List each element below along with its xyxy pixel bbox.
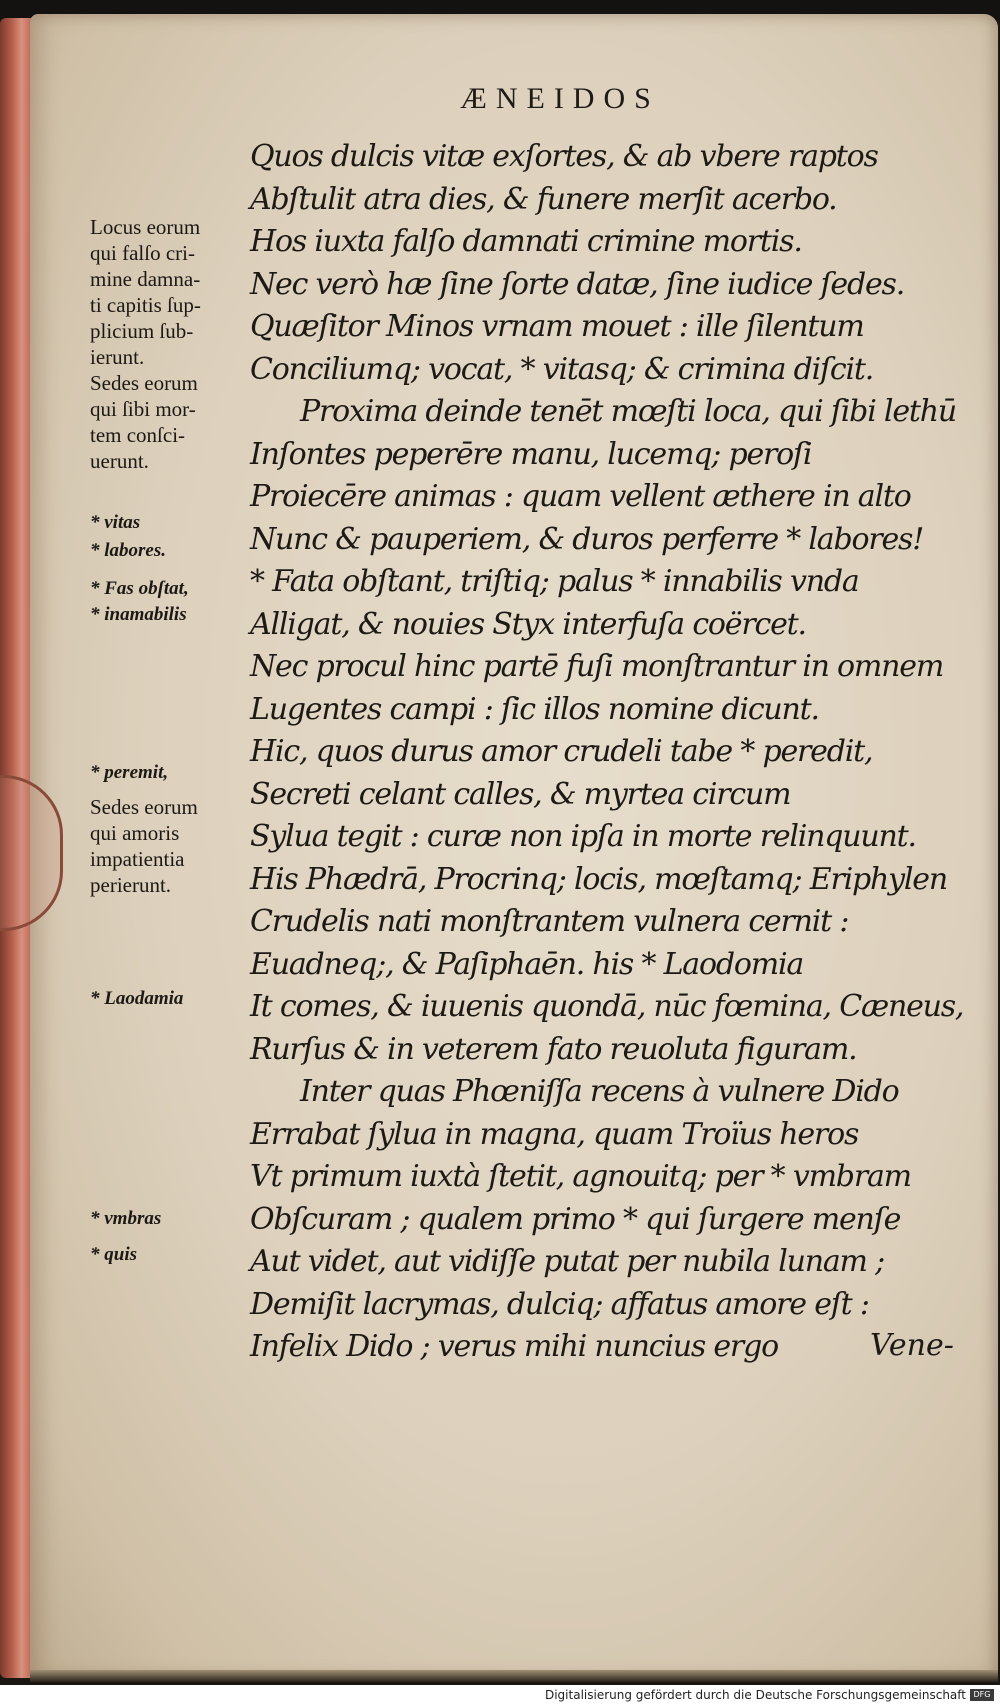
margin-gloss: * inamabilis <box>90 604 187 625</box>
margin-note-line: Sedes eorum <box>90 795 198 819</box>
verse-line: Nec verò hæ ſine ſorte datæ, ſine iudice ſedes. <box>250 266 905 302</box>
verse-line: Lugentes campi : ſic illos nomine dicunt. <box>250 691 819 727</box>
margin-note-line: perierunt. <box>90 873 172 897</box>
verse-line: Hos iuxta falſo damnati crimine mortis. <box>250 224 802 259</box>
verse-line: Rurſus & in veterem fato reuoluta figuram. <box>250 1031 857 1067</box>
margin-note <box>90 794 260 898</box>
verse-line: Demiſit lacrymas, dulciq; affatus amore eſt : <box>250 1286 869 1322</box>
margin-gloss: * quis <box>90 1244 137 1265</box>
verse-line: It comes, & iuuenis quondā, nūc fœmina, Cæneus, <box>250 989 964 1024</box>
margin-gloss: * Laodamia <box>90 988 184 1009</box>
margin-gloss: * vmbras <box>90 1208 162 1229</box>
verse-line: Errabat ſylua in magna, quam Troïus heros <box>250 1116 859 1152</box>
margin-note-line: tem conſci- <box>90 423 186 447</box>
margin-note-line: plicium ſub- <box>90 319 194 343</box>
margin-gloss: * vitas <box>90 512 141 533</box>
margin-gloss: * Fas obſtat, <box>90 578 189 599</box>
margin-note <box>90 214 260 370</box>
verse-text <box>250 136 970 1369</box>
margin-note <box>90 370 260 474</box>
verse-line: Abſtulit atra dies, & funere merſit acerbo. <box>250 181 837 217</box>
margin-note-line: ti capitis ſup- <box>90 293 201 317</box>
verse-line: Sylua tegit : curæ non ipſa in morte relinquunt. <box>250 819 916 854</box>
margin-gloss: * peremit, <box>90 762 169 783</box>
verse-line: Aut videt, aut vidiſſe putat per nubila lunam ; <box>250 1244 885 1279</box>
verse-line: Vt primum iuxtà ſtetit, agnouitq; per * vmbram <box>250 1159 911 1194</box>
verse-line: Conciliumq; vocat, * vitasq; & crimina diſcit. <box>250 351 874 387</box>
verse-line: Hic, quos durus amor crudeli tabe * peredit, <box>250 734 873 769</box>
running-head: ÆNEIDOS <box>460 82 660 115</box>
verse-line: Quæſitor Minos vrnam mouet : ille ſilentum <box>250 309 864 344</box>
verse-line: Alligat, & nouies Styx interfuſa coërcet. <box>250 606 806 642</box>
verse-line: Infelix Dido ; verus mihi nuncius ergo <box>250 1329 778 1364</box>
verse-line: Crudelis nati monſtrantem vulnera cernit : <box>250 904 849 939</box>
verse-line: Secreti celant calles, & myrtea circum <box>250 776 791 812</box>
funding-credit: Digitalisierung gefördert durch die Deutsche Forschungsgemeinschaft <box>544 1688 966 1702</box>
dfg-logo-icon: DFG <box>970 1689 994 1701</box>
verse-line: Obſcuram ; qualem primo * qui ſurgere menſe <box>250 1201 901 1237</box>
margin-note-line: Locus eorum <box>90 215 201 239</box>
verse-line: * Fata obſtant, triſtiq; palus * innabilis vnda <box>250 564 859 599</box>
verse-line: Nunc & pauperiem, & duros perferre * labores! <box>250 521 924 557</box>
margin-note-line: qui amoris <box>90 821 180 845</box>
margin-note-line: uerunt. <box>90 449 149 473</box>
verse-line: Inter quas Phœniſſa recens à vulnere Dido <box>300 1074 899 1109</box>
catchword: Vene- <box>870 1328 954 1363</box>
verse-line: Quos dulcis vitæ exſortes, & ab vbere raptos <box>250 139 878 174</box>
margin-note-line: mine damna- <box>90 267 201 291</box>
verse-line: His Phædrā, Procrinq; locis, mœſtamq; Eriphylen <box>250 861 947 897</box>
verse-line: Proiecēre animas : quam vellent æthere in alto <box>250 479 911 514</box>
margin-note-line: impatientia <box>90 847 185 871</box>
margin-note-line: qui ſibi mor- <box>90 397 196 421</box>
verse-line: Inſontes peperēre manu, lucemq; peroſi <box>250 436 812 472</box>
margin-note-line: qui falſo cri- <box>90 241 195 265</box>
verse-line: Proxima deinde tenēt mœſti loca, qui ſibi lethū <box>300 394 956 429</box>
page-bottom-shadow <box>30 1670 998 1682</box>
margin-gloss: * labores. <box>90 540 166 561</box>
margin-note-line: Sedes eorum <box>90 371 198 395</box>
verse-line: Nec procul hinc partē fuſi monſtrantur in omnem <box>250 649 944 684</box>
margin-note-line: ierunt. <box>90 345 145 369</box>
verse-line: Euadneq;, & Paſiphaēn. his * Laodomia <box>250 946 804 982</box>
